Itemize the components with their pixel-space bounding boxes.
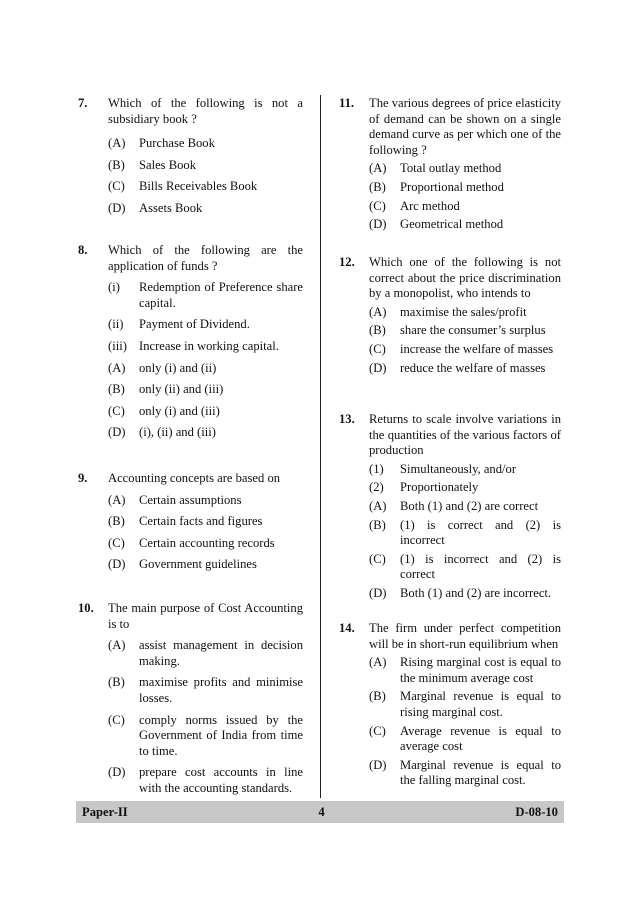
question-7 bbox=[78, 96, 303, 217]
option: (D) Assets Book bbox=[108, 200, 203, 215]
option: (B) Proportional method bbox=[369, 179, 504, 194]
question-text: The main purpose of Cost Accounting is to bbox=[108, 601, 303, 631]
option: (A) Certain assumptions bbox=[108, 492, 242, 507]
option: (A) only (i) and (ii) bbox=[108, 360, 217, 375]
question-text: Accounting concepts are based on bbox=[108, 471, 281, 485]
option: (A) maximise the sales/profit bbox=[369, 304, 527, 319]
option: (B) Sales Book bbox=[108, 157, 197, 172]
question-9 bbox=[78, 471, 303, 573]
option: (C) Certain accounting records bbox=[108, 535, 275, 550]
question-number: 8. bbox=[78, 243, 88, 257]
question-text: Returns to scale involve variations in the quantities of the various factors of production bbox=[369, 412, 561, 458]
option: (D) Both (1) and (2) are incorrect. bbox=[369, 585, 552, 600]
option: (B) maximise profits and minimise losses. bbox=[108, 675, 303, 705]
option: (D) (i), (ii) and (iii) bbox=[108, 425, 216, 440]
question-13 bbox=[339, 412, 561, 602]
option: (C) Bills Receivables Book bbox=[108, 179, 258, 194]
option: (B) (1) is correct and (2) is incorrect bbox=[369, 517, 561, 548]
option: (B) Certain facts and figures bbox=[108, 514, 263, 529]
footer-code: D-08-10 bbox=[515, 804, 558, 819]
option: (i) Redemption of Preference share capital. bbox=[108, 280, 303, 310]
option: (B) Marginal revenue is equal to rising marginal cost. bbox=[369, 689, 561, 719]
question-11 bbox=[339, 96, 561, 233]
option: (D) reduce the welfare of masses bbox=[369, 360, 546, 375]
page-footer bbox=[76, 801, 564, 823]
option: (D) Government guidelines bbox=[108, 557, 257, 572]
question-text: Which of the following is not a subsidiary book ? bbox=[108, 96, 303, 126]
question-text: Which of the following are the application of funds ? bbox=[108, 243, 303, 273]
option: (A) Purchase Book bbox=[108, 136, 215, 151]
question-number: 11. bbox=[339, 96, 355, 110]
option: (D) Geometrical method bbox=[369, 217, 504, 232]
option: (A) Total outlay method bbox=[369, 161, 502, 176]
option: (1) Simultaneously, and/or bbox=[369, 461, 517, 476]
option: (A) assist management in decision making. bbox=[108, 638, 303, 668]
option: (2) Proportionately bbox=[369, 480, 479, 495]
option: (C) only (i) and (iii) bbox=[108, 403, 220, 418]
option: (C) (1) is incorrect and (2) is correct bbox=[369, 551, 561, 582]
question-number: 14. bbox=[339, 621, 355, 635]
option: (B) only (ii) and (iii) bbox=[108, 382, 224, 397]
option: (D) Marginal revenue is equal to the falling marginal cost. bbox=[369, 757, 561, 788]
question-text: Which one of the following is not correct about the price discrimination by a monopolist, who intends to bbox=[369, 255, 561, 301]
question-10 bbox=[78, 601, 303, 797]
option: (A) Both (1) and (2) are correct bbox=[369, 498, 539, 513]
option: (D) prepare cost accounts in line with the accounting standards. bbox=[108, 765, 303, 795]
question-14 bbox=[339, 621, 561, 789]
column-divider bbox=[320, 95, 321, 798]
question-number: 7. bbox=[78, 96, 88, 110]
question-text: The various degrees of price elasticity of demand can be shown on a single demand curve as per which one of the following ? bbox=[369, 96, 561, 157]
option: (iii) Increase in working capital. bbox=[108, 338, 279, 353]
question-text: The firm under perfect competition will be in short-run equilibrium when bbox=[369, 621, 561, 651]
question-8 bbox=[78, 243, 303, 441]
option: (C) comply norms issued by the Government of India from time to time. bbox=[108, 712, 303, 758]
question-number: 12. bbox=[339, 255, 355, 269]
question-number: 13. bbox=[339, 412, 355, 426]
option: (B) share the consumer’s surplus bbox=[369, 323, 546, 338]
option: (C) Arc method bbox=[369, 198, 460, 213]
option: (C) increase the welfare of masses bbox=[369, 341, 554, 356]
question-number: 9. bbox=[78, 471, 88, 485]
question-number: 10. bbox=[78, 601, 94, 615]
option: (A) Rising marginal cost is equal to the minimum average cost bbox=[369, 655, 561, 685]
option: (C) Average revenue is equal to average cost bbox=[369, 723, 561, 754]
question-12 bbox=[339, 255, 561, 376]
option: (ii) Payment of Dividend. bbox=[108, 317, 250, 332]
page-number: 4 bbox=[318, 804, 325, 819]
footer-paper-label: Paper-II bbox=[82, 804, 128, 819]
